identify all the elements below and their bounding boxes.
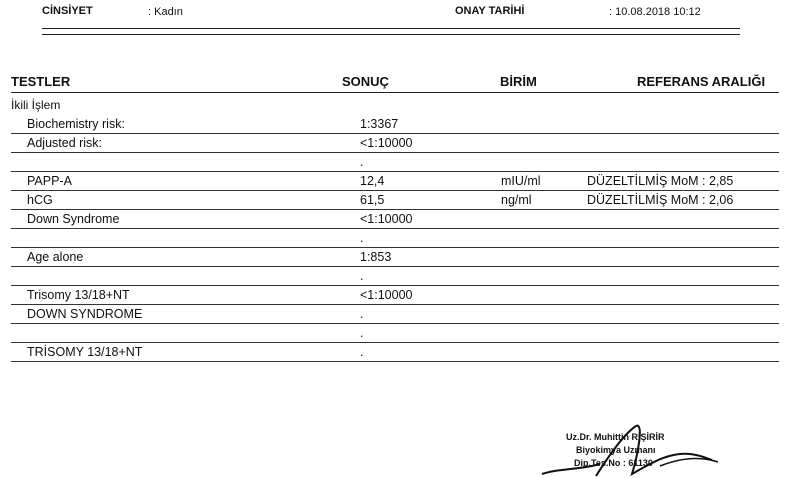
row-divider: [11, 361, 779, 362]
header-rule-top: [42, 28, 740, 29]
row-result: .: [360, 231, 364, 245]
row-result: <1:10000: [360, 212, 413, 226]
row-result: 1:853: [360, 250, 392, 264]
row-test: Age alone: [27, 250, 84, 264]
signature-stamp: [540, 424, 740, 478]
table-row: [11, 134, 779, 153]
table-row: [11, 172, 779, 191]
row-reference: DÜZELTİLMİŞ MoM : 2,06: [587, 193, 734, 207]
group-title: İkili İşlem: [11, 98, 61, 112]
row-result: <1:10000: [360, 136, 413, 150]
row-result: 61,5: [360, 193, 385, 207]
row-result: .: [360, 269, 364, 283]
row-reference: DÜZELTİLMİŞ MoM : 2,85: [587, 174, 734, 188]
table-row: [11, 248, 779, 267]
row-test: TRİSOMY 13/18+NT: [27, 345, 143, 359]
table-row: [11, 229, 779, 248]
row-result: .: [360, 345, 364, 359]
table-row: [11, 343, 779, 362]
column-header-unit: BİRİM: [500, 74, 537, 89]
signature-diploma: Dip.Tes.No : 61130: [574, 458, 653, 468]
row-unit: ng/ml: [501, 193, 532, 207]
row-test: Trisomy 13/18+NT: [27, 288, 130, 302]
table-row: [11, 115, 779, 134]
signature-name: Uz.Dr. Muhittin RİŞİRİR: [566, 432, 665, 442]
approval-date-label: ONAY TARİHİ: [455, 5, 525, 17]
row-result: 12,4: [360, 174, 385, 188]
gender-label: CİNSİYET: [42, 5, 93, 17]
table-row: [11, 191, 779, 210]
column-header-result: SONUÇ: [342, 74, 389, 89]
signature-title: Biyokimya Uzmanı: [576, 445, 656, 455]
row-test: PAPP-A: [27, 174, 72, 188]
row-unit: mIU/ml: [501, 174, 541, 188]
row-result: 1:3367: [360, 117, 399, 131]
table-row: [11, 153, 779, 172]
table-row: [11, 267, 779, 286]
header-rule-bottom: [42, 34, 740, 35]
table-row: [11, 324, 779, 343]
table-row: [11, 286, 779, 305]
table-row: [11, 210, 779, 229]
row-test: Down Syndrome: [27, 212, 120, 226]
table-row: [11, 305, 779, 324]
row-result: .: [360, 155, 364, 169]
row-result: .: [360, 326, 364, 340]
column-header-reference: REFERANS ARALIĞI: [637, 74, 766, 89]
column-header-tests: TESTLER: [11, 74, 71, 89]
row-result: .: [360, 307, 364, 321]
gender-value: : Kadın: [148, 6, 183, 18]
row-test: DOWN SYNDROME: [27, 307, 143, 321]
approval-date-value: : 10.08.2018 10:12: [609, 6, 701, 18]
row-test: Adjusted risk:: [27, 136, 103, 150]
row-test: hCG: [27, 193, 53, 207]
row-test: Biochemistry risk:: [27, 117, 125, 131]
row-result: <1:10000: [360, 288, 413, 302]
column-header-rule: [11, 92, 779, 93]
